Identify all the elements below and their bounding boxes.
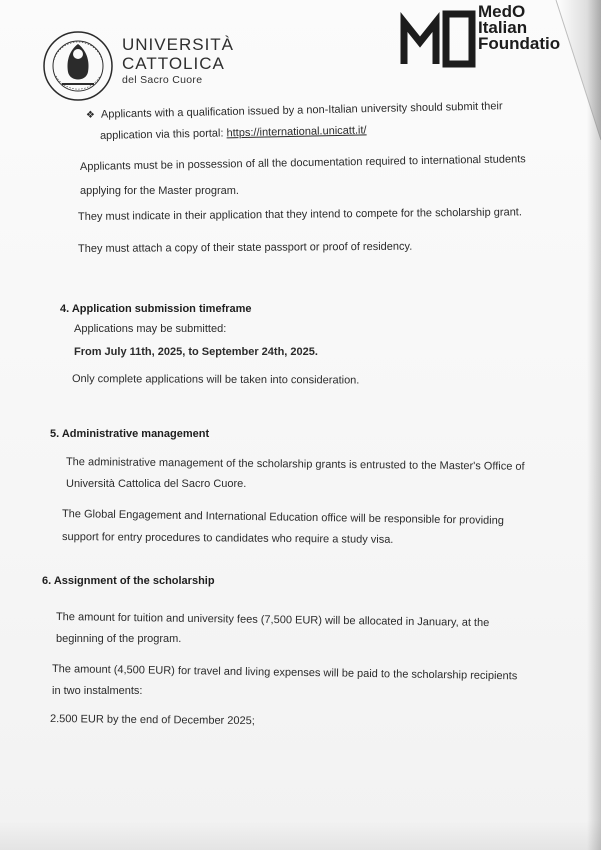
section-5-p2-line2: support for entry procedures to candidates who require a study visa.: [61, 531, 394, 546]
page-edge-shadow: [587, 0, 601, 850]
section-6-p2-line1: The amount (4,500 EUR) for travel and living expenses will be paid to the scholarship recipients: [51, 663, 518, 683]
bullet-line-1: [86, 99, 503, 123]
section-4-line1: Applications may be submitted:: [74, 323, 227, 335]
section-5-p1-line2: Università Cattolica del Sacro Cuore.: [66, 478, 247, 490]
section-4-dates: From July 11th, 2025, to September 24th, 2025.: [74, 346, 318, 358]
section-6-p1-line1: The amount for tuition and university fees (7,500 EUR) will be allocated in January, at the: [55, 611, 490, 630]
section-5-heading: 5. Administrative management: [50, 428, 210, 440]
intro-p3: They must attach a copy of their state passport or proof of residency.: [77, 240, 413, 255]
page-bottom-shadow: [0, 820, 601, 850]
bullet-line-2-text: application via this portal:: [99, 127, 227, 142]
intro-p1-line2: applying for the Master program.: [80, 185, 239, 197]
university-name-line1: UNIVERSITÀ: [122, 35, 235, 54]
section-4-heading: 4. Application submission timeframe: [60, 303, 252, 315]
section-6-p3: 2.500 EUR by the end of December 2025;: [49, 713, 255, 728]
section-5-p2-line1: The Global Engagement and International Education office will be responsible for providing: [61, 508, 504, 527]
university-name: [122, 36, 234, 86]
intro-p2: They must indicate in their application that they intend to compete for the scholarship grant.: [77, 206, 522, 223]
university-seal-logo: [42, 30, 114, 102]
bullet-line-2: [100, 123, 367, 143]
diamond-bullet-icon: ❖: [85, 109, 96, 121]
section-6-p1-line2: beginning of the program.: [56, 633, 182, 645]
medor-logo-mark: [400, 8, 476, 68]
section-6-heading: 6. Assignment of the scholarship: [42, 575, 215, 587]
bullet-line-1-text: Applicants with a qualification issued by a non-Italian university should submit their: [100, 100, 503, 121]
section-5-p1-line1: The administrative management of the scholarship grants is entrusted to the Master's Office of: [65, 456, 525, 473]
section-4-line3: Only complete applications will be taken into consideration.: [71, 373, 360, 387]
medor-name-line2: Italian: [478, 18, 528, 37]
section-6-p2-line2: in two instalments:: [52, 685, 143, 697]
university-name-line2: CATTOLICA: [122, 54, 225, 73]
medor-name-line1: MedO: [478, 2, 526, 21]
medor-name-line3: Foundatio: [478, 34, 561, 53]
university-name-line3: del Sacro Cuore: [122, 74, 203, 86]
portal-link[interactable]: https://international.unicatt.it/: [226, 124, 367, 140]
intro-p1-line1: Applicants must be in possession of all the documentation required to international students: [79, 153, 526, 173]
